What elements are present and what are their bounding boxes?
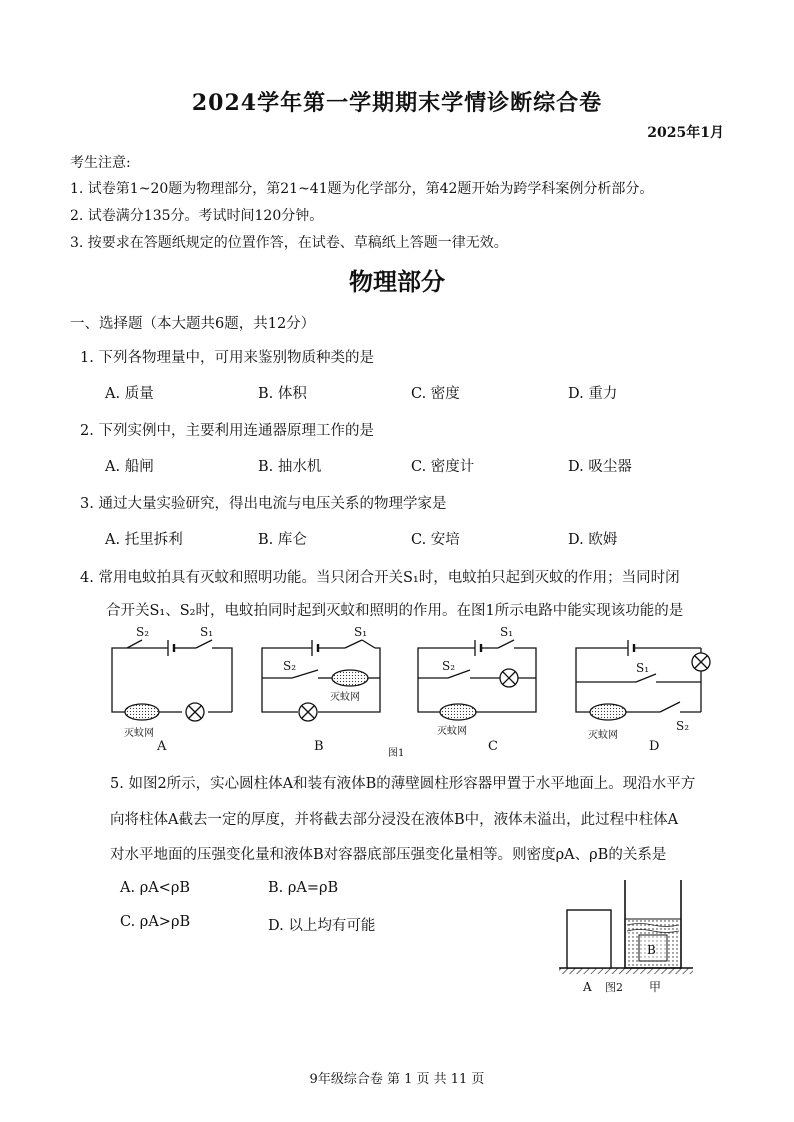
q1-option-b: B. 体积 [258,386,307,402]
circuit-c-s1-label: S₁ [500,625,514,639]
question-1-stem: 1. 下列各物理量中，可用来鉴别物质种类的是 [80,350,374,366]
ground [559,968,693,974]
figure-2-diagram [555,875,705,1000]
q1-option-c: C. 密度 [411,386,460,402]
question-5-line-2: 向将柱体A截去一定的厚度，并将截去部分浸没在液体B中，液体未溢出，此过程中柱体A [110,812,679,828]
question-2-stem: 2. 下列实例中，主要利用连通器原理工作的是 [80,423,374,439]
q2-option-c: C. 密度计 [411,459,475,475]
circuit-d-label: D [649,739,660,754]
page-footer: 9年级综合卷 第 1 页 共 11 页 [309,1072,485,1087]
q5-option-c: C. ρA>ρB [120,914,191,930]
q2-option-d: D. 吸尘器 [568,459,632,475]
circuit-b-label: B [314,739,324,754]
circuit-a [112,640,232,721]
question-4-line-2: 合开关S₁、S₂时，电蚊拍同时起到灭蚊和照明的作用。在图1所示电路中能实现该功能的是 [106,603,684,619]
circuit-a-net-label: 灭蚊网 [124,728,154,739]
exam-title: 2024学年第一学期期末学情诊断综合卷 [191,90,603,116]
circuit-b [262,640,380,721]
q1-option-d: D. 重力 [568,386,618,402]
notice-item-1: 1. 试卷第1~20题为物理部分，第21~41题为化学部分，第42题开始为跨学科案例分析部分。 [70,181,654,197]
q3-option-d: D. 欧姆 [568,532,618,548]
notice-item-2: 2. 试卷满分135分。考试时间120分钟。 [70,208,324,224]
exam-date: 2025年1月 [647,125,724,141]
q2-option-a: A. 船闸 [105,459,154,475]
question-5-line-1: 5. 如图2所示，实心圆柱体A和装有液体B的薄壁圆柱形容器甲置于水平地面上。现沿水平方 [110,776,696,792]
circuit-b-s2-label: S₂ [283,659,297,673]
figure-2-label-jia: 甲 [649,980,662,994]
q2-option-b: B. 抽水机 [258,459,322,475]
circuit-c-s2-label: S₂ [442,659,456,673]
question-3-stem: 3. 通过大量实验研究，得出电流与电压关系的物理学家是 [80,496,447,512]
figure-1-caption: 图1 [388,748,405,759]
circuit-b-s1-label: S₁ [354,625,368,639]
circuit-c-label: C [488,739,498,754]
figure-1-circuits [0,620,794,760]
section-title: 物理部分 [349,267,445,296]
cylinder-a [567,910,611,968]
figure-2-caption: 图2 [605,981,623,994]
q3-option-c: C. 安培 [411,532,460,548]
circuit-a-s1-label: S₁ [200,625,214,639]
question-5-line-3: 对水平地面的压强变化量和液体B对容器底部压强变化量相等。则密度ρA、ρB的关系是 [110,847,667,863]
circuit-a-s2-label: S₂ [136,625,150,639]
q5-option-d: D. 以上均有可能 [268,918,376,934]
liquid-b-label: B [647,943,656,957]
figure-2-label-a: A [583,980,592,994]
notice-heading: 考生注意: [70,155,131,171]
question-4-line-1: 4. 常用电蚊拍具有灭蚊和照明功能。当只闭合开关S₁时，电蚊拍只起到灭蚊的作用；当同时闭 [80,570,680,586]
q5-option-b: B. ρA=ρB [268,880,339,896]
q5-option-a: A. ρA<ρB [120,880,191,896]
circuit-d [576,640,710,720]
q3-option-a: A. 托里拆利 [105,532,183,548]
circuit-d-s2-label: S₂ [676,719,690,733]
circuit-c [418,640,536,720]
circuit-d-s1-label: S₁ [636,661,650,675]
q3-option-b: B. 库仑 [258,532,307,548]
circuit-a-label: A [157,739,167,754]
q1-option-a: A. 质量 [105,386,154,402]
circuit-b-net-label: 灭蚊网 [330,692,360,703]
circuit-d-net-label: 灭蚊网 [588,730,618,741]
notice-item-3: 3. 按要求在答题纸规定的位置作答，在试卷、草稿纸上答题一律无效。 [70,235,508,251]
circuit-c-net-label: 灭蚊网 [437,726,467,737]
part-heading: 一、选择题（本大题共6题，共12分） [70,316,316,332]
